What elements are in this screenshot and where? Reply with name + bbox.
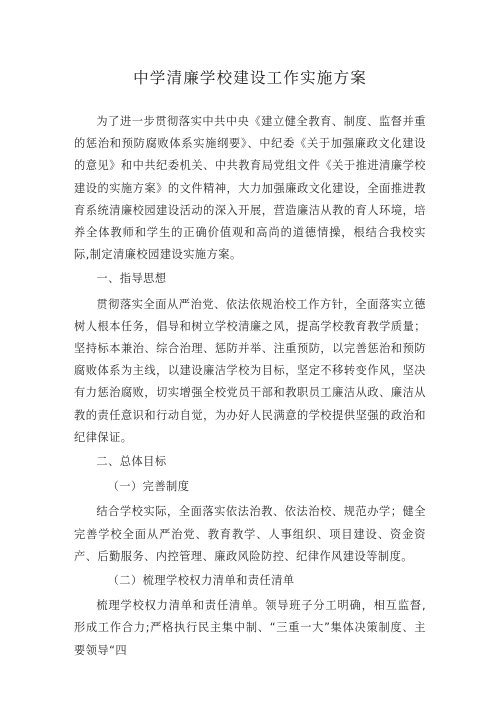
subsection-heading-power-list: （二）梳理学校权力清单和责任清单: [107, 574, 295, 588]
power-list-paragraph: 梳理学校权力清单和责任清单。领导班子分工明确，相互监督,形成工作合力;严格执行民主集中制、“三重一大”集体决策制度、主要领导“四: [74, 599, 426, 657]
intro-paragraph: 为了进一步贯彻落实中共中央《建立健全教育、制度、监督并重的惩治和预防腐败体系实施纲要》、中纪委《关于加强廉政文化建设的意见》和中共纪委机关、中共教育局党组文件《关于推进清廉学校建设的实施方案》的文件精神，大力加强廉政文化建设，全面推进教育系统清廉校园建设活动的深入开展，营造廉洁从教的育人环境，培养全体教师和学生的正确价值观和高尚的道德情操，根结合我校实际,制定清廉校园建设实施方案。: [74, 115, 426, 262]
guiding-ideology-paragraph: 贯彻落实全面从严治党、依法依规治校工作方针，全面落实立德树人根本任务，倡导和树立学校清廉之风，提高学校教育教学质量；坚持标本兼治、综合治理、惩防并举、注重预防，以完善惩治和预防腐败体系为主线，以建设廉洁学校为目标，坚定不移转变作风，坚决有力惩治腐败，切实增强全校党员干部和教职员工廉洁从政、廉洁从教的责任意识和行动自觉，为办好人民满意的学校提供坚强的政治和纪律保证。: [74, 297, 426, 444]
document-title: 中学清廉学校建设工作实施方案: [133, 69, 367, 87]
improve-system-paragraph: 结合学校实际，全面落实依法治教、依法治校、规范办学；健全完善学校全面从严治党、教育教学、人事组织、项目建设、资金资产、后勤服务、内控管理、廉政风险防控、纪律作风建设等制度。: [74, 505, 426, 563]
section-heading-overall-goals: 二、总体目标: [96, 455, 167, 469]
subsection-heading-improve-system: （一）完善制度: [107, 480, 190, 494]
section-heading-guiding-ideology: 一、指导思想: [96, 272, 167, 286]
